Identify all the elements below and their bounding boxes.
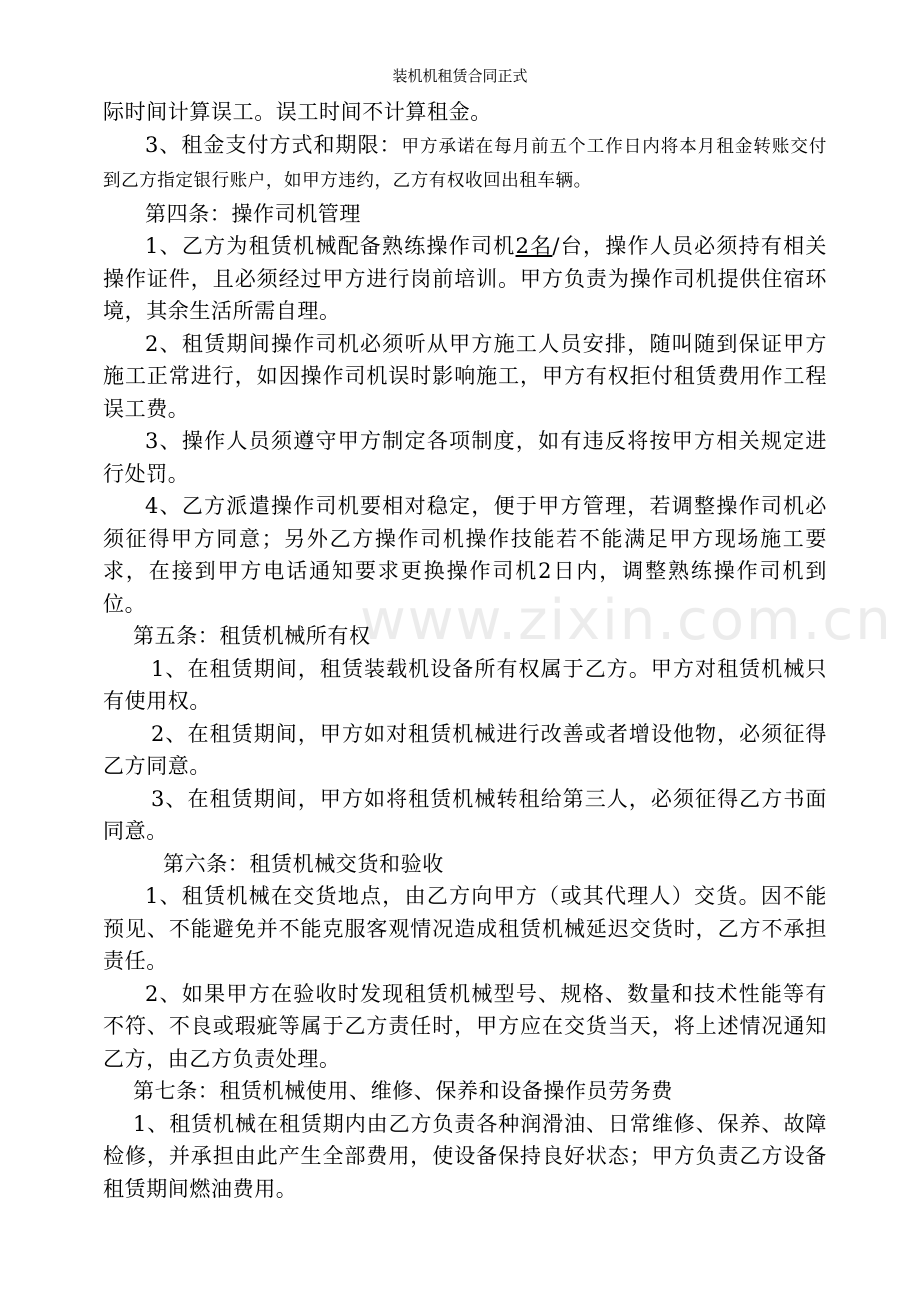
paragraph-continuation: 际时间计算误工。误工时间不计算租金。 [103,100,492,124]
article-5-clause-1: 1、在租赁期间，租赁装载机设备所有权属于乙方。甲方对租赁机械只有使用权。 [103,656,827,713]
article-4-heading: 第四条：操作司机管理 [145,201,361,226]
clause-text: 1、乙方为租赁机械配备熟练操作司机 [145,234,516,258]
article-4-clause-3: 3、操作人员须遵守甲方制定各项制度，如有违反将按甲方相关规定进行处罚。 [103,429,827,486]
payment-lead: 3、租金支付方式和期限： [145,132,402,157]
article-7-clause-1: 1、租赁机械在租赁期内由乙方负责各种润滑油、日常维修、保养、故障检修，并承担由此产生全部费用，使设备保持良好状态；甲方负责乙方设备租赁期间燃油费用。 [103,1111,827,1201]
paragraph-rent-payment [103,129,827,198]
article-4-clause-4: 4、乙方派遣操作司机要相对稳定，便于甲方管理，若调整操作司机必须征得甲方同意；另外乙方操作司机操作技能若不能满足甲方现场施工要求，在接到甲方电话通知要求更换操作司机2日内，调整熟练操作司机到位。 [103,494,827,616]
article-5-clause-3: 3、在租赁期间，甲方如将租赁机械转租给第三人，必须征得乙方书面同意。 [103,786,827,843]
page-header: 装机机租赁合同正式 [392,67,528,85]
driver-count: 2名 [515,234,553,258]
clause-text: /台，操作人员必须持有相关操作证件，且必须经过甲方进行岗前培训。甲方负责为操作司机提供住宿环境，其余生活所需自理。 [103,234,828,323]
watermark: www.zixin.com.cn [360,588,893,653]
article-5-heading: 第五条：租赁机械所有权 [133,624,371,648]
contract-body [103,96,827,1205]
article-6-clause-1: 1、租赁机械在交货地点，由乙方向甲方（或其代理人）交货。因不能预见、不能避免并不能克服客观情况造成租赁机械延迟交货时，乙方不承担责任。 [103,884,827,973]
payment-text: 甲方承诺在每月前五个工作日内将本月租金转账交付到乙方指定银行账户，如甲方违约，乙方有权收回出租车辆。 [103,136,827,191]
article-6-clause-2: 2、如果甲方在验收时发现租赁机械型号、规格、数量和技术性能等有不符、不良或瑕疵等属于乙方责任时，甲方应在交货当天，将上述情况通知乙方，由乙方负责处理。 [103,981,827,1071]
article-5-clause-2: 2、在租赁期间，甲方如对租赁机械进行改善或者增设他物，必须征得乙方同意。 [103,721,827,778]
article-4-clause-2: 2、租赁期间操作司机必须听从甲方施工人员安排，随叫随到保证甲方施工正常进行，如因操作司机误时影响施工，甲方有权拒付租赁费用作工程误工费。 [103,331,827,421]
article-4-clause-1 [103,230,827,328]
article-7-heading: 第七条：租赁机械使用、维修、保养和设备操作员劳务费 [133,1079,673,1103]
article-6-heading: 第六条：租赁机械交货和验收 [163,851,444,876]
